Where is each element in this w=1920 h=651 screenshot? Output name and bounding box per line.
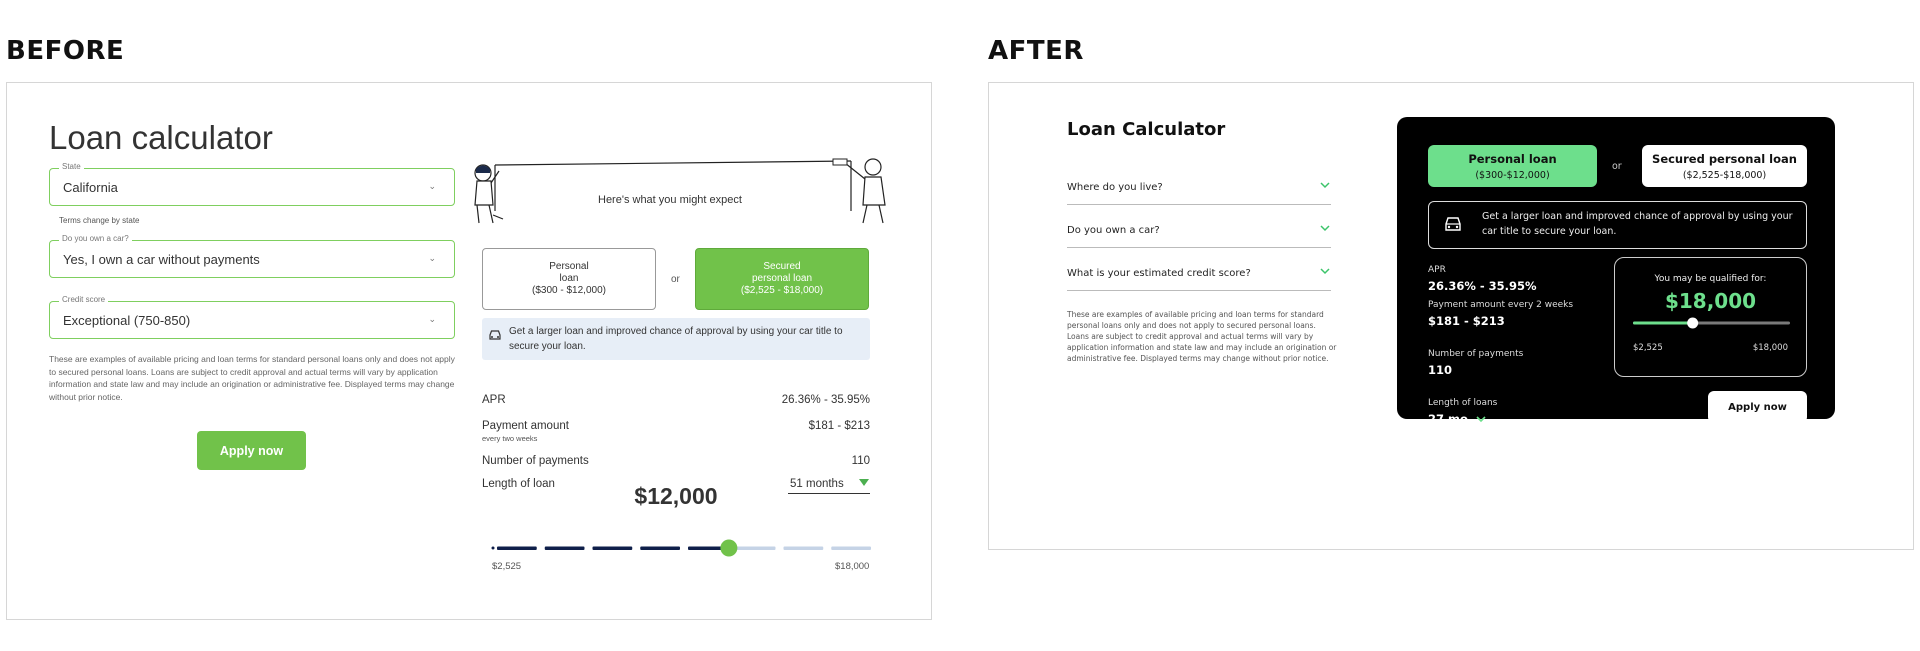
slider-min-label: $2,525 [492, 561, 522, 572]
expect-heading: Here's what you might expect [598, 194, 742, 206]
apr-label: APR [482, 394, 506, 406]
secured-loan-range: ($2,525 - $18,000) [740, 285, 824, 296]
qualified-amount: $18,000 [1664, 289, 1757, 313]
state-note: Terms change by state [59, 216, 140, 225]
state-label: State [59, 162, 84, 171]
secured-loan-option[interactable] [1642, 145, 1807, 187]
question-where-live[interactable] [1067, 179, 1331, 205]
apr-value: 26.36% - 35.95% [1428, 279, 1537, 293]
personal-loan-title: Personal loan [1468, 151, 1557, 166]
before-panel [6, 82, 932, 620]
car-title-info-text: Get a larger loan and improved chance of approval by using your car title to secure your loan. [1482, 211, 1793, 237]
car-value: Yes, I own a car without payments [63, 252, 260, 267]
after-panel [988, 82, 1914, 550]
secured-loan-line1: Secured [763, 261, 801, 272]
slider-segment [784, 547, 824, 551]
qualified-label: You may be qualified for: [1654, 274, 1767, 284]
or-label: or [1612, 161, 1622, 172]
chevron-down-icon: ⌄ [428, 314, 436, 324]
qualified-amount-slider[interactable] [1633, 316, 1790, 330]
slider-segment [736, 547, 776, 551]
slider-start-dot [492, 547, 495, 550]
num-payments-value: 110 [1428, 363, 1453, 377]
length-label: Length of loans [1428, 398, 1498, 408]
people-banner-illustration [473, 157, 889, 225]
length-stat [1428, 398, 1497, 426]
apr-label: APR [1428, 265, 1446, 275]
payment-label: Payment amount [482, 420, 569, 432]
state-value: California [63, 180, 118, 195]
payment-row [482, 420, 870, 443]
page-title: Loan calculator [49, 119, 273, 156]
payment-stat [1428, 300, 1573, 328]
length-value: 27 mo. [1428, 412, 1473, 426]
before-label: BEFORE [6, 36, 125, 66]
slider-segment [497, 547, 537, 551]
disclaimer: These are examples of available pricing and loan terms for standard personal loans only and does not apply to secured personal loans. Loans are subject to credit approval and actual terms will vary by application information and state law and may include an origination or administrative fee. Displayed terms may change without prior notice. [49, 354, 455, 402]
slider-segment [593, 547, 633, 551]
question-label: What is your estimated credit score? [1067, 268, 1251, 279]
personal-loan-option[interactable] [1428, 145, 1597, 187]
num-payments-label: Number of payments [1428, 349, 1524, 359]
car-title-info-text: Get a larger loan and improved chance of approval by using your car title to secure your loan. [509, 326, 843, 352]
slider-thumb[interactable] [1687, 318, 1698, 329]
question-label: Where do you live? [1067, 182, 1163, 193]
state-select[interactable] [49, 162, 455, 206]
slider-segment [640, 547, 680, 551]
personal-loan-line2: loan [559, 273, 579, 284]
qualified-box [1614, 257, 1807, 377]
slider-thumb[interactable] [720, 540, 737, 557]
question-own-car[interactable] [1067, 222, 1331, 248]
apr-stat [1428, 265, 1537, 293]
car-select[interactable] [49, 234, 455, 278]
slider-fill [1633, 322, 1693, 325]
disclaimer: These are examples of available pricing and loan terms for standard personal loans only and does not apply to secured personal loans. Loans are subject to credit approval and actual terms will vary by application information and state law and may include an origination or administrative fee. Displayed terms may change without prior notice. [1067, 310, 1337, 363]
length-label: Length of loan [482, 478, 555, 490]
loan-results-card [1397, 117, 1835, 426]
apr-row [482, 394, 870, 406]
num-payments-label: Number of payments [482, 455, 589, 467]
car-title-info-box [482, 318, 870, 360]
car-icon [1443, 215, 1463, 233]
car-title-info-box [1428, 201, 1807, 249]
num-payments-stat [1428, 349, 1523, 377]
question-label: Do you own a car? [1067, 225, 1160, 236]
personal-loan-option[interactable] [482, 248, 656, 310]
num-payments-value: 110 [851, 455, 870, 467]
personal-loan-line1: Personal [549, 261, 589, 272]
question-credit-score[interactable] [1067, 265, 1331, 291]
secured-loan-line2: personal loan [751, 273, 813, 284]
slider-min-label: $2,525 [1633, 343, 1663, 353]
chevron-down-icon [1319, 265, 1331, 277]
personal-loan-range: ($300 - $12,000) [532, 285, 606, 296]
credit-score-select[interactable] [49, 295, 455, 339]
loan-amount-slider[interactable] [491, 539, 871, 557]
after-label: AFTER [988, 36, 1084, 66]
loan-amount: $12,000 [634, 483, 718, 509]
chevron-down-icon [1319, 179, 1331, 191]
payment-label: Payment amount every 2 weeks [1428, 300, 1574, 310]
slider-max-label: $18,000 [835, 561, 870, 572]
chevron-down-icon: ⌄ [428, 181, 436, 191]
length-select[interactable] [1428, 412, 1497, 426]
length-value: 51 months [790, 478, 844, 490]
apply-now-button[interactable]: Apply now [197, 431, 306, 470]
page-title: Loan Calculator [1067, 119, 1226, 140]
secured-loan-option[interactable] [695, 248, 869, 310]
chevron-down-icon [1476, 415, 1486, 423]
slider-segment [545, 547, 585, 551]
car-label: Do you own a car? [59, 234, 132, 243]
credit-value: Exceptional (750-850) [63, 313, 191, 328]
secured-loan-range: ($2,525-$18,000) [1682, 169, 1767, 181]
payment-sub: every two weeks [482, 434, 538, 443]
personal-loan-range: ($300-$12,000) [1475, 169, 1550, 181]
slider-segment [831, 547, 871, 551]
payment-value: $181 - $213 [808, 420, 870, 432]
chevron-down-icon [1319, 222, 1331, 234]
secured-loan-title: Secured personal loan [1652, 151, 1797, 166]
payment-value: $181 - $213 [1428, 314, 1505, 328]
apply-now-button[interactable]: Apply now [1708, 391, 1807, 423]
apr-value: 26.36% - 35.95% [781, 394, 870, 406]
or-label: or [671, 274, 680, 285]
slider-max-label: $18,000 [1752, 343, 1788, 353]
credit-label: Credit score [59, 295, 108, 304]
payments-count-row [482, 455, 870, 467]
chevron-down-icon: ⌄ [428, 253, 436, 263]
car-icon [488, 329, 502, 341]
